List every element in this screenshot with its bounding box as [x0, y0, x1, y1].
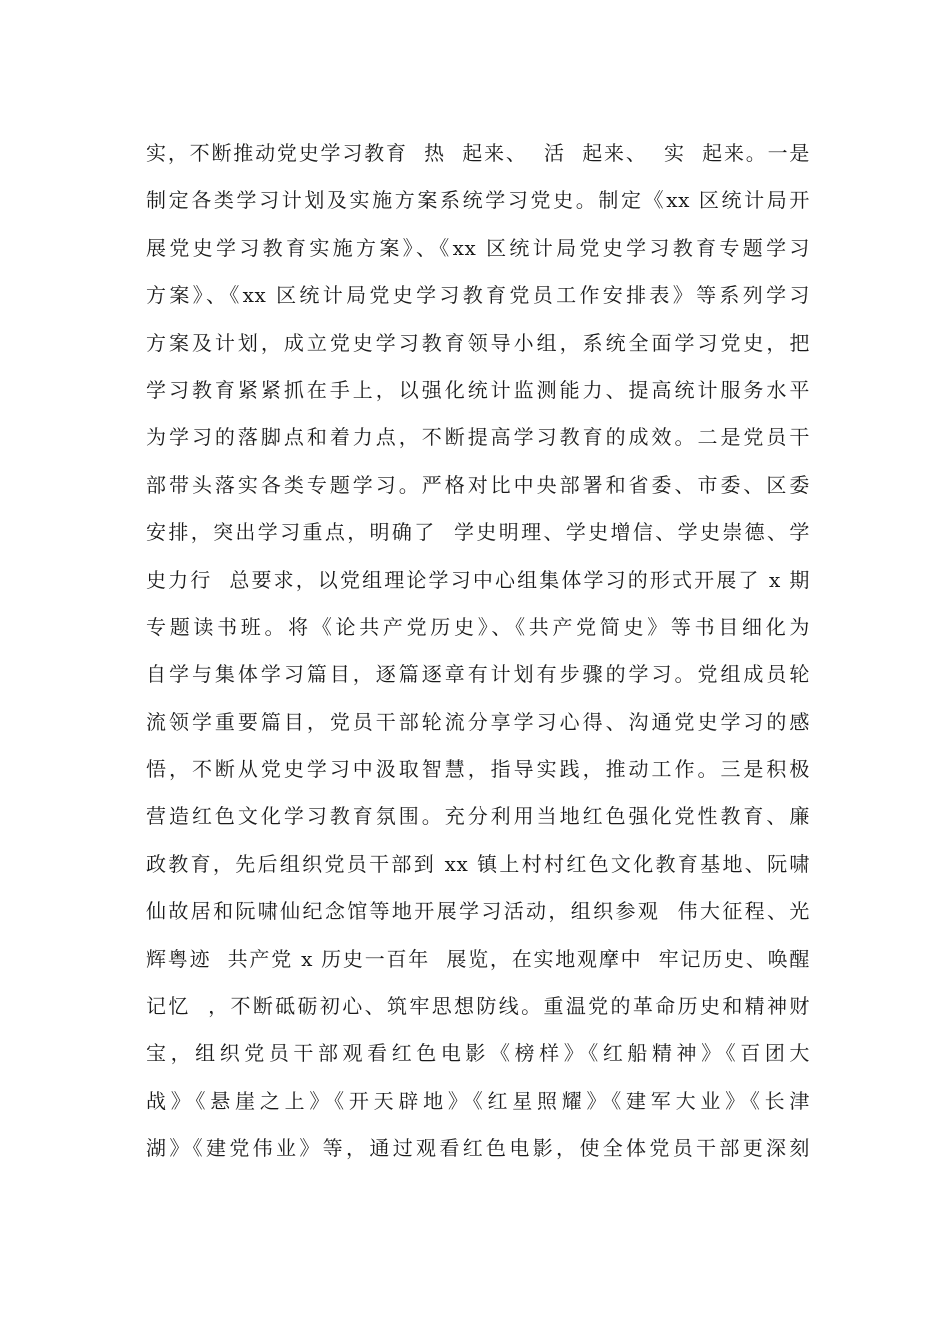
text-line: 战》《悬崖之上》《开天辟地》《红星照耀》《建军大业》《长津	[146, 1088, 810, 1113]
text-line: 营造红色文化学习教育氛围。充分利用当地红色强化党性教育、廉	[146, 804, 810, 829]
text-line: 流领学重要篇目，党员干部轮流分享学习心得、沟通党史学习的感	[146, 709, 810, 734]
text-line: 记忆 ，不断砥砺初心、筑牢思想防线。重温党的革命历史和精神财	[146, 994, 810, 1019]
body-paragraph	[146, 130, 810, 1173]
text-line: 湖》《建党伟业》等，通过观看红色电影，使全体党员干部更深刻	[146, 1136, 810, 1161]
text-line: 史力行 总要求，以党组理论学习中心组集体学习的形式开展了 x 期	[146, 567, 810, 592]
text-line: 部带头落实各类专题学习。严格对比中央部署和省委、市委、区委	[146, 472, 810, 497]
text-line: 辉粤迹 共产党 x 历史一百年 展览，在实地观摩中 牢记历史、唤醒	[146, 946, 810, 971]
text-line: 政教育，先后组织党员干部到 xx 镇上村村红色文化教育基地、阮啸	[146, 851, 810, 876]
text-line: 方案及计划，成立党史学习教育领导小组，系统全面学习党史，把	[146, 330, 810, 355]
text-line: 学习教育紧紧抓在手上，以强化统计监测能力、提高统计服务水平	[146, 377, 810, 402]
text-line: 宝，组织党员干部观看红色电影《榜样》《红船精神》《百团大	[146, 1041, 810, 1066]
text-line: 自学与集体学习篇目，逐篇逐章有计划有步骤的学习。党组成员轮	[146, 662, 810, 687]
text-line: 展党史学习教育实施方案》、《xx 区统计局党史学习教育专题学习	[146, 235, 810, 260]
text-line: 方案》、《xx 区统计局党史学习教育党员工作安排表》等系列学习	[146, 283, 810, 308]
text-line: 实，不断推动党史学习教育 热 起来、 活 起来、 实 起来。一是	[146, 141, 810, 165]
text-line: 安排，突出学习重点，明确了 学史明理、学史增信、学史崇德、学	[146, 520, 810, 545]
text-line: 制定各类学习计划及实施方案系统学习党史。制定《xx 区统计局开	[146, 188, 810, 213]
text-line: 悟，不断从党史学习中汲取智慧，指导实践，推动工作。三是积极	[146, 757, 810, 782]
text-line: 仙故居和阮啸仙纪念馆等地开展学习活动，组织参观 伟大征程、光	[146, 899, 810, 924]
text-line: 专题读书班。将《论共产党历史》、《共产党简史》等书目细化为	[146, 614, 810, 639]
text-line: 为学习的落脚点和着力点，不断提高学习教育的成效。二是党员干	[146, 425, 810, 450]
